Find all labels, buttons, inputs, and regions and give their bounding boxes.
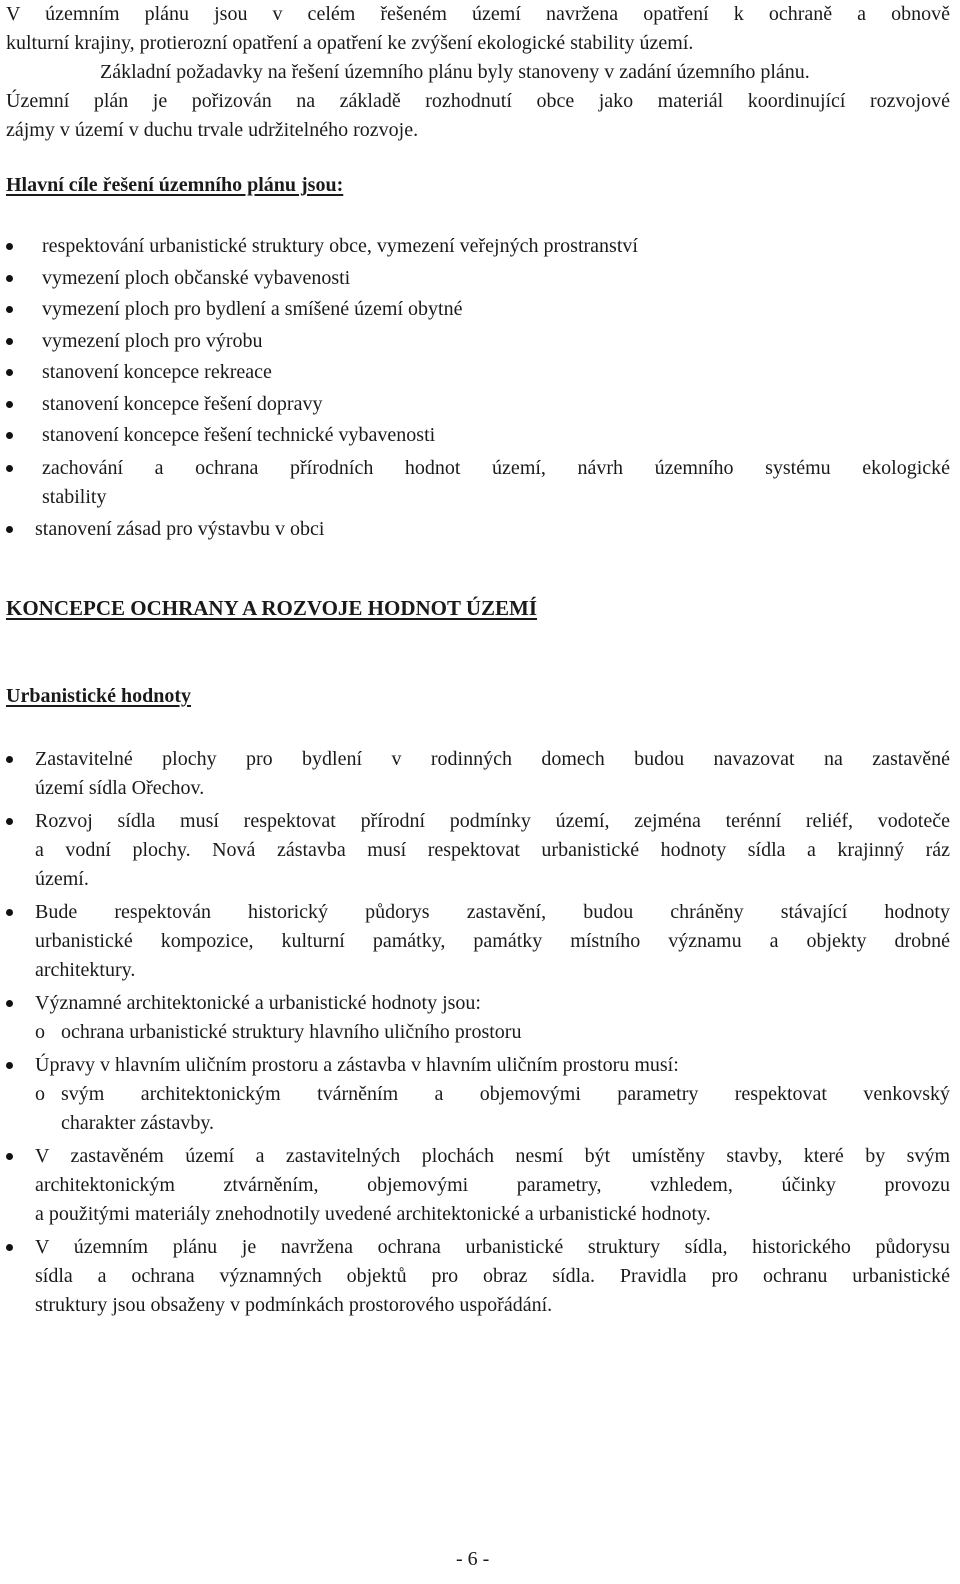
bullet-icon — [6, 275, 13, 282]
list-item: vymezení ploch pro bydlení a smíšené území obytné — [0, 294, 950, 326]
list-item: vymezení ploch pro výrobu — [0, 326, 950, 358]
list-item: V územním plánu je navržena ochrana urbanistické struktury sídla, historického půdorysu sídla a ochrana významných objektů pro obraz sídla. Pravidla pro ochranu urbanistické struktury jsou obsaženy v podmínkách prostorového uspořádání. — [0, 1233, 950, 1320]
section-title: KONCEPCE OCHRANY A ROZVOJE HODNOT ÚZEMÍ — [6, 596, 538, 620]
list-item: Rozvoj sídla musí respektovat přírodní podmínky území, zejména terénní reliéf, vodoteče a vodní plochy. Nová zástavba musí respektovat urbanistické hodnoty sídla a krajinný ráz území. — [0, 807, 950, 894]
intro-paragraph — [6, 0, 950, 145]
bullet-icon — [6, 1244, 13, 1251]
bullet-icon — [6, 401, 13, 408]
sub-list-item: o svým architektonickým tvárněním a objemovými parametry respektovat venkovský charakter zástavby. — [0, 1080, 950, 1138]
bullet-icon — [6, 1153, 13, 1160]
intro-line: Základní požadavky na řešení územního plánu byly stanoveny v zadání územního plánu. — [100, 61, 810, 83]
sub-list-item: o ochrana urbanistické struktury hlavního uličního prostoru — [0, 1018, 950, 1047]
bullet-icon — [6, 338, 13, 345]
goals-list — [0, 231, 950, 545]
list-item: respektování urbanistické struktury obce, vymezení veřejných prostranství — [0, 231, 950, 263]
list-item: vymezení ploch občanské vybavenosti — [0, 263, 950, 295]
section-subtitle: Urbanistické hodnoty — [6, 685, 192, 707]
list-item: stanovení koncepce řešení technické vybavenosti — [0, 420, 950, 452]
list-item: Bude respektován historický půdorys zastavění, budou chráněny stávající hodnoty urbanistické kompozice, kulturní památky, památky místního významu a objekty drobné architektury. — [0, 898, 950, 985]
bullet-icon — [6, 369, 13, 376]
list-item: V zastavěném území a zastavitelných plochách nesmí být umístěny stavby, které by svým architektonickým ztvárněním, objemovými parametry, vzhledem, účinky provozu a použitými materiály znehodnotily uvedené architektonické a urbanistické hodnoty. — [0, 1142, 950, 1229]
bullet-icon — [6, 756, 13, 763]
bullet-icon — [6, 432, 13, 439]
goals-heading: Hlavní cíle řešení územního plánu jsou: — [6, 174, 344, 196]
bullet-icon — [6, 818, 13, 825]
bullet-icon — [6, 909, 13, 916]
list-item: Zastavitelné plochy pro bydlení v rodinných domech budou navazovat na zastavěné území sídla Ořechov. — [0, 745, 950, 803]
intro-line: Územní plán je pořizován na základě rozhodnutí obce jako materiál koordinující rozvojové — [6, 90, 950, 112]
list-item: Významné architektonické a urbanistické hodnoty jsou: o ochrana urbanistické struktury hlavního uličního prostoru — [0, 989, 950, 1047]
bullet-icon — [6, 1062, 13, 1069]
list-item: stanovení zásad pro výstavbu v obci — [0, 514, 950, 546]
intro-line: zájmy v území v duchu trvale udržitelného rozvoje. — [6, 119, 419, 141]
bullet-icon — [6, 306, 13, 313]
list-item: zachování a ochrana přírodních hodnot území, návrh územního systému ekologické stability — [0, 452, 950, 514]
list-item: stanovení koncepce rekreace — [0, 357, 950, 389]
bullet-icon — [6, 526, 13, 533]
bullet-icon — [6, 1000, 13, 1007]
bullet-icon — [6, 243, 13, 250]
values-list — [0, 745, 950, 1324]
page-number: - 6 - — [456, 1548, 490, 1570]
bullet-icon — [6, 465, 13, 472]
sub-bullet-icon: o — [35, 1021, 45, 1043]
intro-line: V územním plánu jsou v celém řešeném území navržena opatření k ochraně a obnově — [6, 3, 950, 25]
list-item: Úpravy v hlavním uličním prostoru a zástavba v hlavním uličním prostoru musí: o svým architektonickým tvárněním a objemovými parametry respektovat venkovský charakter zástavby. — [0, 1051, 950, 1138]
intro-line: kulturní krajiny, protierozní opatření a opatření ke zvýšení ekologické stability území. — [6, 32, 694, 54]
list-item: stanovení koncepce řešení dopravy — [0, 389, 950, 421]
sub-bullet-icon: o — [35, 1083, 45, 1105]
